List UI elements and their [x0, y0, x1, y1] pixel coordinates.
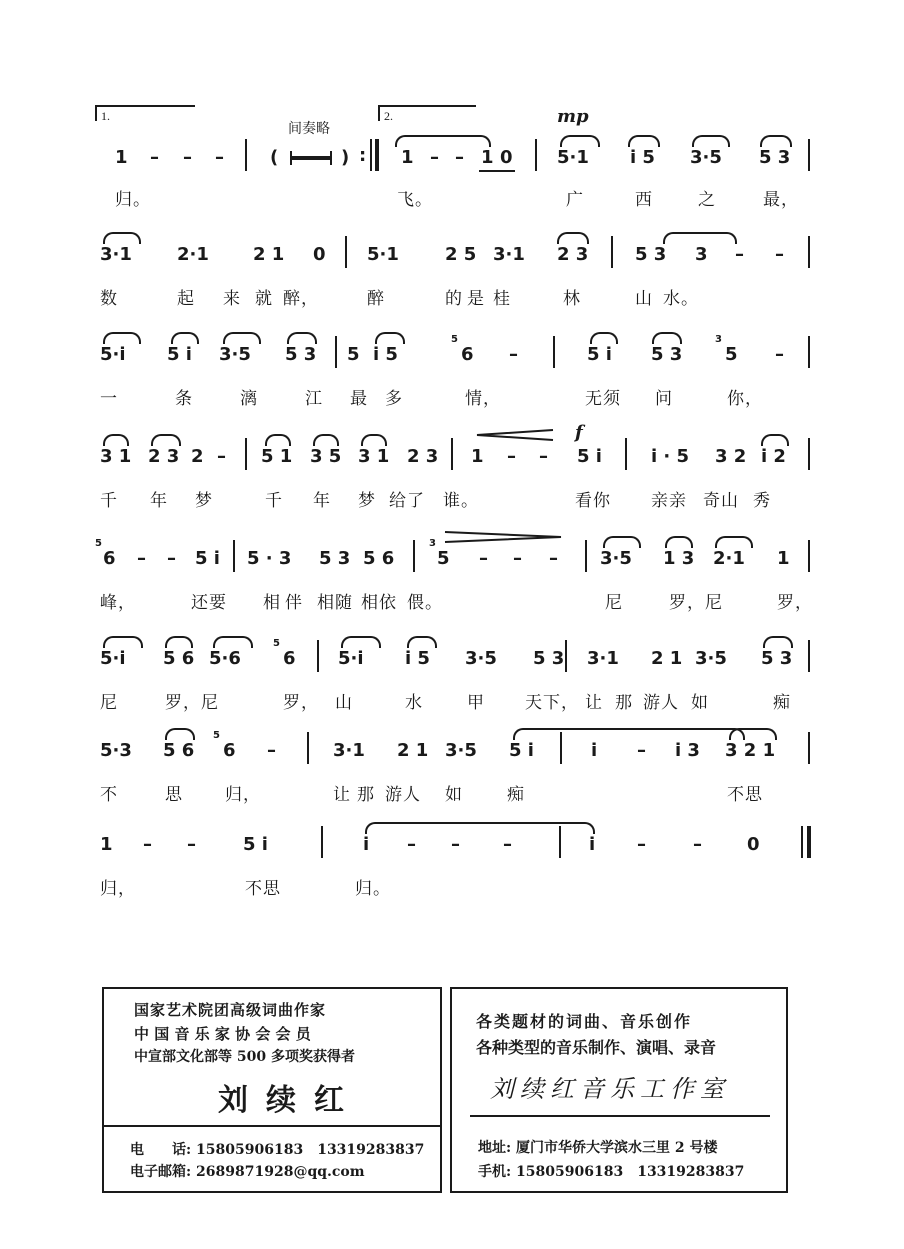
slur: [171, 332, 199, 344]
phone-numbers: 15805906183 13319283837: [196, 1142, 425, 1158]
lyric: 醉: [367, 289, 385, 309]
note: –: [775, 344, 784, 365]
note: i 3: [675, 740, 700, 761]
note: 1 3: [663, 548, 695, 569]
note: 5·1: [367, 244, 399, 265]
note: 3 2: [715, 446, 747, 467]
note: –: [143, 834, 152, 855]
lyric: 是: [467, 289, 485, 309]
note: 3 1: [100, 446, 132, 467]
lyric: 年: [150, 491, 168, 511]
note: –: [693, 834, 702, 855]
lyric: 罗，尼: [669, 593, 723, 613]
lyric: 尼: [605, 593, 623, 613]
note: –: [503, 834, 512, 855]
note: –: [637, 834, 646, 855]
studio-info-card: [450, 987, 788, 1193]
note: –: [137, 548, 146, 569]
note: –: [267, 740, 276, 761]
email-row: [130, 1161, 365, 1181]
note: –: [167, 548, 176, 569]
lyric: 相: [263, 593, 281, 613]
note: –: [479, 548, 488, 569]
lyric: 相依: [361, 593, 397, 613]
lyric: 最，: [763, 190, 799, 210]
note: 2·1: [713, 548, 745, 569]
note: –: [407, 834, 416, 855]
note: –: [451, 834, 460, 855]
slur: [265, 434, 291, 446]
lyric: 不思: [727, 785, 763, 805]
grace-note: 5: [273, 638, 280, 649]
slur: [165, 636, 193, 648]
slur: [560, 135, 600, 147]
note: 5·i: [100, 344, 126, 365]
lyric: 山: [335, 693, 353, 713]
slur: [513, 728, 745, 740]
underline: [479, 170, 515, 172]
lyric: 你，: [727, 389, 763, 409]
note: –: [637, 740, 646, 761]
barline: [625, 438, 627, 470]
note: 2 5: [445, 244, 477, 265]
note: i: [589, 834, 596, 855]
note: –: [217, 446, 226, 467]
lyric: 情，: [465, 389, 501, 409]
barline: [585, 540, 587, 572]
notes-row: [95, 822, 815, 862]
barline: [611, 236, 613, 268]
credential-line-3: 中宣部文化部等 500 多项奖获得者: [134, 1049, 355, 1065]
note: 5 3: [635, 244, 667, 265]
interlude-label: 间奏略: [288, 121, 330, 137]
lyric: 水。: [663, 289, 699, 309]
note: 5 1: [261, 446, 293, 467]
note: 5 3: [761, 648, 793, 669]
grace-note: 5: [95, 538, 102, 549]
note: –: [507, 446, 516, 467]
barline: [808, 139, 810, 171]
lyric: 罗，尼: [165, 693, 219, 713]
barline: [553, 336, 555, 368]
lyric: 最: [350, 389, 368, 409]
slur: [375, 332, 405, 344]
lyric: 无须: [585, 389, 621, 409]
barline: [370, 139, 372, 171]
lyric: 问: [655, 389, 673, 409]
lyric: 让: [585, 693, 603, 713]
note: 5 i: [577, 446, 602, 467]
barline: [559, 826, 561, 858]
lyric: 痴: [773, 693, 791, 713]
lyric: 天下，: [525, 693, 579, 713]
barline: [808, 640, 810, 672]
lyric: 罗，: [777, 593, 813, 613]
note: 5 · 3: [247, 548, 292, 569]
note: 5 6: [163, 740, 195, 761]
volta-2: 2.: [378, 105, 476, 121]
service-line-2: 各种类型的音乐制作、演唱、录音: [476, 1038, 717, 1057]
note: 1: [777, 548, 790, 569]
lyric: 桂: [493, 289, 511, 309]
lyric: 游人: [385, 785, 421, 805]
mobile-row: [478, 1161, 744, 1181]
notes-row: [95, 536, 815, 576]
slur: [103, 434, 129, 446]
lyric: 西: [635, 190, 653, 210]
slur: [395, 135, 491, 147]
service-line-1: 各类题材的词曲、音乐创作: [476, 1012, 693, 1031]
lyric: 漓: [240, 389, 258, 409]
note: 6: [223, 740, 236, 761]
barline: [451, 438, 453, 470]
grace-note: 5: [213, 730, 220, 741]
barline: [560, 732, 562, 764]
lyric: 的: [445, 289, 463, 309]
slur: [313, 434, 339, 446]
note: 2: [191, 446, 204, 467]
grace-note: 5: [451, 334, 458, 345]
note: 5: [437, 548, 450, 569]
lyric: 谁。: [443, 491, 479, 511]
note: 5·i: [100, 648, 126, 669]
slur: [663, 232, 737, 244]
slur: [103, 636, 143, 648]
lyric: 梦: [358, 491, 376, 511]
lyric: 来: [223, 289, 241, 309]
lyric: 归。: [115, 190, 151, 210]
note: 5 3: [533, 648, 565, 669]
note: 1: [401, 147, 414, 168]
slur: [603, 536, 641, 548]
lyric: 飞。: [397, 190, 433, 210]
note: 5·3: [100, 740, 132, 761]
barline: [535, 139, 537, 171]
lyric: 亲亲: [651, 491, 687, 511]
note: 5 3: [285, 344, 317, 365]
composer-name: 刘续红: [218, 1083, 362, 1118]
barline: [335, 336, 337, 368]
note: 3 2 1: [725, 740, 776, 761]
composer-credentials: [104, 989, 440, 1127]
lyric: 那: [615, 693, 633, 713]
note: 5·1: [557, 147, 589, 168]
paren-close: ): [341, 147, 350, 168]
phone-row: [130, 1139, 424, 1159]
slur: [165, 728, 195, 740]
note: –: [549, 548, 558, 569]
lyric: 峰，: [100, 593, 136, 613]
note: 5 i: [167, 344, 192, 365]
barline: [233, 540, 235, 572]
note: 2 3: [557, 244, 589, 265]
barline: [808, 438, 810, 470]
note: 5 3: [651, 344, 683, 365]
note: –: [455, 147, 464, 168]
repeat-dots: :: [359, 145, 367, 166]
note: 3·1: [333, 740, 365, 761]
lyric: 广: [566, 190, 584, 210]
slur: [763, 636, 793, 648]
note: i 2: [761, 446, 786, 467]
lyric: 数: [100, 289, 118, 309]
slur: [103, 232, 141, 244]
note: 1: [100, 834, 113, 855]
lyric: 甲: [467, 693, 485, 713]
slur: [287, 332, 317, 344]
lyric: 尼: [100, 693, 118, 713]
note: –: [735, 244, 744, 265]
barline: [321, 826, 323, 858]
note: 3·5: [695, 648, 727, 669]
lyric: 罗，: [283, 693, 319, 713]
note: 3 5: [310, 446, 342, 467]
lyric: 还要: [191, 593, 227, 613]
note: 6: [283, 648, 296, 669]
barline-thick: [375, 139, 379, 171]
multi-rest-icon: [290, 156, 332, 160]
note: 0: [747, 834, 760, 855]
note: –: [187, 834, 196, 855]
note: 2 1: [397, 740, 429, 761]
lyric: 秀: [753, 491, 771, 511]
notes-row: [95, 332, 815, 372]
note: 3·1: [587, 648, 619, 669]
barline: [345, 236, 347, 268]
dynamic-f: f: [575, 422, 583, 443]
note: –: [150, 147, 159, 168]
note: 1: [481, 147, 494, 168]
note: 5: [347, 344, 360, 365]
lyric: 思: [165, 785, 183, 805]
notes-row: [95, 728, 815, 768]
address-label: 地址:: [478, 1140, 512, 1156]
note: 2 3: [148, 446, 180, 467]
note: 3·5: [600, 548, 632, 569]
note: 5·6: [209, 648, 241, 669]
note: 2 1: [253, 244, 285, 265]
barline: [565, 640, 567, 672]
lyric: 一: [100, 389, 118, 409]
note: 0: [313, 244, 326, 265]
barline: [307, 732, 309, 764]
barline: [317, 640, 319, 672]
lyric: 痴: [507, 785, 525, 805]
lyric: 不: [100, 785, 118, 805]
note: 2 1: [651, 648, 683, 669]
email-label: 电子邮箱:: [130, 1164, 192, 1180]
note: 3: [695, 244, 708, 265]
lyric: 山: [635, 289, 653, 309]
note: i: [363, 834, 370, 855]
barline: [808, 540, 810, 572]
lyric: 如: [445, 785, 463, 805]
lyric: 相随: [317, 593, 353, 613]
lyric: 游人: [643, 693, 679, 713]
note: –: [430, 147, 439, 168]
note: i: [591, 740, 598, 761]
grace-note: 3: [715, 334, 722, 345]
address-text: 厦门市华侨大学滨水三里 2 号楼: [516, 1140, 718, 1156]
note: –: [215, 147, 224, 168]
notes-row: [95, 135, 815, 175]
volta-1: 1.: [95, 105, 195, 121]
note: 5: [725, 344, 738, 365]
lyric: 让: [333, 785, 351, 805]
note: i 5: [373, 344, 398, 365]
note: –: [775, 244, 784, 265]
note: 5·i: [338, 648, 364, 669]
slur: [761, 434, 789, 446]
note: 3 1: [358, 446, 390, 467]
note: i 5: [630, 147, 655, 168]
lyric: 伴: [285, 593, 303, 613]
lyric: 林: [563, 289, 581, 309]
lyric: 梦: [195, 491, 213, 511]
barline: [245, 438, 247, 470]
lyric: 醉，: [283, 289, 319, 309]
barline: [245, 139, 247, 171]
note: 5 i: [195, 548, 220, 569]
studio-name: 刘续红音乐工作室: [490, 1075, 730, 1103]
note: –: [183, 147, 192, 168]
lyric: 千: [100, 491, 118, 511]
notes-row: [95, 434, 815, 474]
slur: [628, 135, 660, 147]
note: 1: [471, 446, 484, 467]
slur: [103, 332, 141, 344]
email-address: 2689871928@qq.com: [196, 1164, 365, 1180]
barline: [808, 336, 810, 368]
note: –: [513, 548, 522, 569]
slur: [715, 536, 753, 548]
note: 1: [115, 147, 128, 168]
composer-info-card: [102, 987, 442, 1193]
note: 6: [103, 548, 116, 569]
slur: [341, 636, 381, 648]
slur: [557, 232, 589, 244]
divider: [470, 1115, 770, 1117]
phone-label: 电 话:: [130, 1142, 192, 1158]
lyric: 看你: [575, 491, 611, 511]
slur: [590, 332, 618, 344]
slur: [729, 728, 777, 740]
lyric: 给了: [389, 491, 425, 511]
notes-row: [95, 232, 815, 272]
note: i · 5: [651, 446, 690, 467]
lyric: 之: [698, 190, 716, 210]
lyric: 起: [177, 289, 195, 309]
mobile-label: 手机:: [478, 1164, 512, 1180]
credential-line-2: 中 国 音 乐 家 协 会 会 员: [134, 1025, 311, 1043]
note: 5 3: [759, 147, 791, 168]
note: –: [509, 344, 518, 365]
note: 3·5: [690, 147, 722, 168]
slur: [223, 332, 261, 344]
note: 5 6: [163, 648, 195, 669]
slur: [361, 434, 387, 446]
lyric: 偎。: [407, 593, 443, 613]
barline: [801, 826, 803, 858]
lyric: 千: [265, 491, 283, 511]
lyric: 那: [357, 785, 375, 805]
paren-open: (: [270, 147, 279, 168]
final-barline: [807, 826, 811, 858]
dynamic-mp: mp: [557, 106, 589, 127]
note: 6: [461, 344, 474, 365]
note: i 5: [405, 648, 430, 669]
slur: [760, 135, 792, 147]
address-row: [478, 1137, 718, 1157]
note: 3·5: [465, 648, 497, 669]
barline: [808, 732, 810, 764]
note: 0: [500, 147, 513, 168]
lyric: 归，: [100, 879, 136, 899]
barline: [808, 236, 810, 268]
barline: [413, 540, 415, 572]
slur: [407, 636, 437, 648]
note: 3·1: [100, 244, 132, 265]
lyric: 条: [175, 389, 193, 409]
note: 5 i: [243, 834, 268, 855]
slur: [213, 636, 253, 648]
lyric: 归。: [355, 879, 391, 899]
slur: [665, 536, 693, 548]
lyric: 如: [691, 693, 709, 713]
note: 3·1: [493, 244, 525, 265]
lyric: 多: [385, 389, 403, 409]
note: 5 6: [363, 548, 395, 569]
slur: [652, 332, 682, 344]
lyric: 不思: [245, 879, 281, 899]
mobile-numbers: 15805906183 13319283837: [516, 1164, 745, 1180]
note: 3·5: [445, 740, 477, 761]
lyric: 江: [305, 389, 323, 409]
lyric: 奇山: [703, 491, 739, 511]
note: –: [539, 446, 548, 467]
slur: [692, 135, 730, 147]
note: 5 i: [509, 740, 534, 761]
slur: [151, 434, 181, 446]
note: 2 3: [407, 446, 439, 467]
note: 3·5: [219, 344, 251, 365]
grace-note: 3: [429, 538, 436, 549]
lyric: 水: [405, 693, 423, 713]
notes-row: [95, 636, 815, 676]
note: 5 i: [587, 344, 612, 365]
lyric: 就: [255, 289, 273, 309]
note: 5 3: [319, 548, 351, 569]
credential-line-1: 国家艺术院团高级词曲作家: [134, 1001, 327, 1019]
lyric: 归，: [225, 785, 261, 805]
note: 2·1: [177, 244, 209, 265]
lyric: 年: [313, 491, 331, 511]
